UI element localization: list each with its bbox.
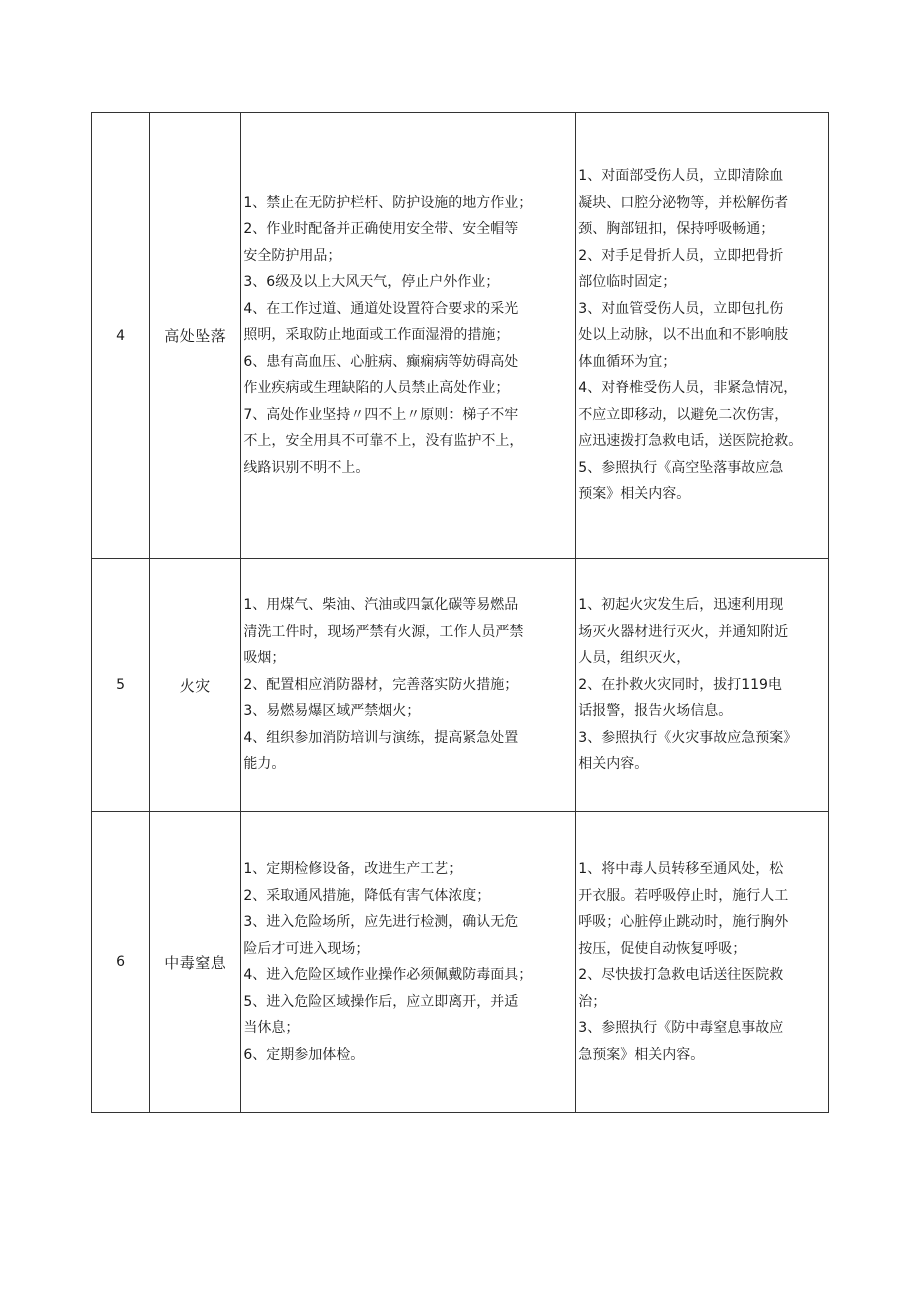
response-line: 预案》相关内容。 xyxy=(578,486,691,503)
hazard-measures-table xyxy=(91,112,829,1113)
table-row xyxy=(92,113,829,559)
prevention-measures-cell xyxy=(241,559,576,812)
measure-line: 吸烟； xyxy=(243,650,286,667)
emergency-response xyxy=(576,856,828,1068)
response-line: 应迅速拨打急救电话，送医院抢救。 xyxy=(578,433,803,450)
measure-line: 4、在工作过道、通道处设置符合要求的采光 xyxy=(243,300,519,317)
measure-line: 1、用煤气、柴油、汽油或四氯化碳等易燃品 xyxy=(243,597,519,614)
response-line: 场灭火器材进行灭火，并通知附近 xyxy=(578,623,789,640)
measure-line: 3、进入危险场所，应先进行检测，确认无危 xyxy=(243,914,519,930)
response-line: 2、尽快拔打急救电话送往医院救 xyxy=(578,967,784,983)
prevention-measures-cell xyxy=(241,812,576,1113)
measure-line: 2、配置相应消防器材，完善落实防火措施； xyxy=(243,676,519,693)
response-line: 4、对脊椎受伤人员，非紧急情况， xyxy=(578,380,798,397)
response-line: 2、在扑救火灾同时，拔打119电 xyxy=(578,676,782,693)
emergency-response-cell xyxy=(576,559,829,812)
measure-line: 1、定期检修设备，改进生产工艺； xyxy=(243,861,463,877)
response-line: 部位临时固定； xyxy=(578,274,677,291)
measure-line: 2、采取通风措施，降低有害气体浓度； xyxy=(243,887,491,904)
measure-line: 安全防护用品； xyxy=(243,247,342,264)
prevention-measures xyxy=(241,592,575,778)
response-line: 按压，促使自动恢复呼吸； xyxy=(578,940,747,957)
measure-line: 能力。 xyxy=(243,756,286,773)
prevention-measures-cell xyxy=(241,113,576,559)
measure-line: 4、组织参加消防培训与演练，提高紧急处置 xyxy=(243,729,519,746)
response-line: 急预案》相关内容。 xyxy=(578,1046,705,1063)
response-line: 1、初起火灾发生后，迅速利用现 xyxy=(578,597,784,614)
measure-line: 不上，安全用具不可靠不上，没有监护不上， xyxy=(243,433,524,450)
response-line: 凝块、口腔分泌物等，并松解伤者 xyxy=(578,194,789,211)
response-line: 3、参照执行《火灾事故应急预案》 xyxy=(578,729,798,746)
response-line: 治； xyxy=(578,993,607,1010)
measure-line: 作业疾病或生理缺陷的人员禁止高处作业； xyxy=(243,380,510,397)
response-line: 处以上动脉，以不出血和不影响肢 xyxy=(578,327,789,344)
measure-line: 照明，采取防止地面或工作面湿滑的措施； xyxy=(243,327,510,344)
measure-line: 险后才可进入现场； xyxy=(243,940,370,957)
response-line: 2、对手足骨折人员，立即把骨折 xyxy=(578,247,784,264)
response-line: 开衣服。若呼吸停止时，施行人工 xyxy=(578,887,789,904)
measure-line: 清洗工件时，现场严禁有火源，工作人员严禁 xyxy=(243,623,524,640)
measure-line: 4、进入危险区域作业操作必须佩戴防毒面具； xyxy=(243,967,533,983)
measure-line: 6、定期参加体检。 xyxy=(243,1046,365,1063)
prevention-measures xyxy=(241,190,575,482)
hazard-name: 高处坠落 xyxy=(150,113,241,559)
measure-line: 当休息； xyxy=(243,1020,300,1036)
row-number: 5 xyxy=(92,559,150,812)
response-line: 3、参照执行《防中毒窒息事故应 xyxy=(578,1020,784,1036)
measure-line: 7、高处作业坚持〃四不上〃原则：梯子不牢 xyxy=(243,406,519,423)
measure-line: 线路识别不明不上。 xyxy=(243,459,370,476)
emergency-response-cell xyxy=(576,113,829,559)
response-line: 不应立即移动，以避免二次伤害， xyxy=(578,406,789,423)
response-line: 5、参照执行《高空坠落事故应急 xyxy=(578,459,784,476)
table-row xyxy=(92,812,829,1113)
response-line: 颈、胸部钮扣，保持呼吸畅通； xyxy=(578,221,775,238)
prevention-measures xyxy=(241,856,575,1068)
row-number: 6 xyxy=(92,812,150,1113)
response-line: 相关内容。 xyxy=(578,756,649,773)
measure-line: 1、禁止在无防护栏杆、防护设施的地方作业； xyxy=(243,194,533,211)
measure-line: 2、作业时配备并正确使用安全带、安全帽等 xyxy=(243,221,519,238)
response-line: 3、对血管受伤人员，立即包扎伤 xyxy=(578,300,784,317)
emergency-response xyxy=(576,592,828,778)
hazard-name: 火灾 xyxy=(150,559,241,812)
response-line: 体血循环为宜； xyxy=(578,353,677,370)
table-row xyxy=(92,559,829,812)
emergency-response xyxy=(576,163,828,508)
measure-line: 6、患有高血压、心脏病、癫痫病等妨碍高处 xyxy=(243,353,519,370)
measure-line: 5、进入危险区域操作后，应立即离开，并适 xyxy=(243,993,519,1010)
emergency-response-cell xyxy=(576,812,829,1113)
response-line: 人员，组织灭火， xyxy=(578,650,691,667)
response-line: 呼吸；心脏停止跳动时，施行胸外 xyxy=(578,914,789,930)
measure-line: 3、6级及以上大风天气，停止户外作业； xyxy=(243,274,500,291)
response-line: 话报警，报告火场信息。 xyxy=(578,703,733,720)
response-line: 1、将中毒人员转移至通风处，松 xyxy=(578,861,784,877)
measure-line: 3、易燃易爆区域严禁烟火； xyxy=(243,703,421,720)
row-number: 4 xyxy=(92,113,150,559)
response-line: 1、对面部受伤人员，立即清除血 xyxy=(578,168,784,185)
hazard-name: 中毒窒息 xyxy=(150,812,241,1113)
